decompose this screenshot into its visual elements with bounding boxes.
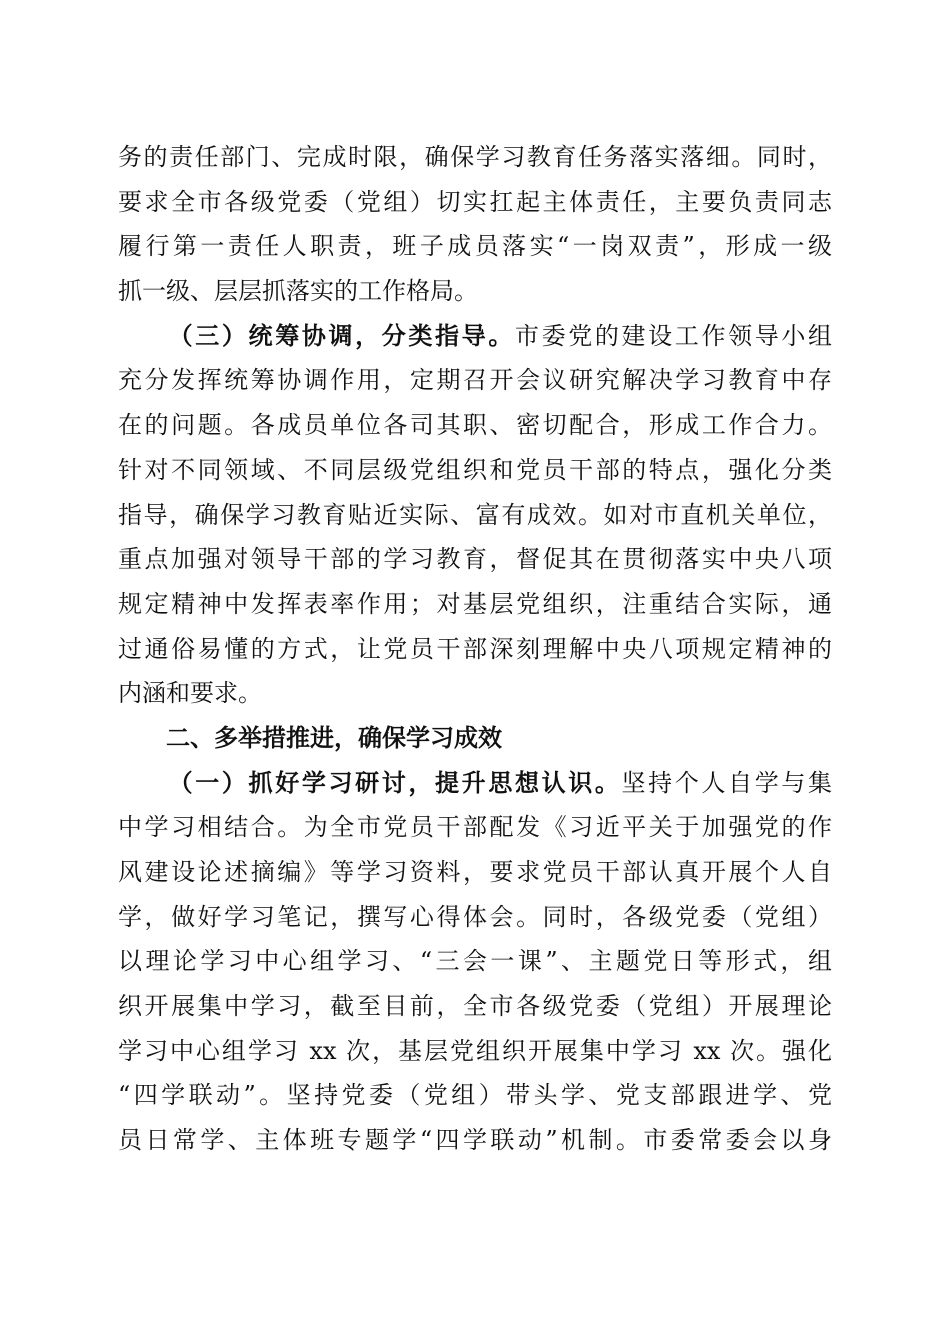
section-3-lead: 市委党的建设工作领导小组: [514, 321, 833, 350]
paragraph-line: 充分发挥统筹协调作用，定期召开会议研究解决学习教育中存: [118, 366, 832, 395]
paragraph-line: 要求全市各级党委（党组）切实扛起主体责任，主要负责同志: [118, 187, 832, 216]
paragraph-line: 风建设论述摘编》等学习资料，要求党员干部认真开展个人自: [118, 858, 832, 886]
section-3-heading: （三）统筹协调，分类指导。: [166, 320, 515, 350]
paragraph-line: 指导，确保学习教育贴近实际、富有成效。如对市直机关单位，: [118, 500, 832, 529]
part-2-heading: 二、多举措推进，确保学习成效: [166, 723, 502, 752]
paragraph-line: 员日常学、主体班专题学“四学联动”机制。市委常委会以身: [118, 1126, 832, 1155]
section-1-first-line: [118, 761, 832, 806]
paragraph-line: 务的责任部门、完成时限，确保学习教育任务落实落细。同时，: [118, 143, 832, 171]
section-3-first-line: [118, 314, 832, 359]
paragraph-line: 抓一级、层层抓落实的工作格局。: [118, 277, 478, 306]
paragraph-line: 学习中心组学习 xx 次，基层党组织开展集中学习 xx 次。强化: [118, 1036, 832, 1065]
paragraph-line: 履行第一责任人职责，班子成员落实“一岗双责”，形成一级: [118, 232, 832, 261]
paragraph-line: 学，做好学习笔记，撰写心得体会。同时，各级党委（党组）: [118, 902, 832, 931]
paragraph-line: 重点加强对领导干部的学习教育，督促其在贯彻落实中央八项: [118, 545, 832, 574]
paragraph-line: 内涵和要求。: [118, 679, 262, 708]
paragraph-line: “四学联动”。坚持党委（党组）带头学、党支部跟进学、党: [118, 1081, 832, 1110]
section-1-lead: 坚持个人自学与集: [621, 768, 833, 797]
section-1-heading: （一）抓好学习研讨，提升思想认识。: [166, 767, 622, 797]
paragraph-line: 织开展集中学习，截至目前，全市各级党委（党组）开展理论: [118, 992, 832, 1021]
paragraph-line: 中学习相结合。为全市党员干部配发《习近平关于加强党的作: [118, 813, 832, 842]
paragraph-line: 针对不同领域、不同层级党组织和党员干部的特点，强化分类: [118, 455, 832, 484]
paragraph-line: 过通俗易懂的方式，让党员干部深刻理解中央八项规定精神的: [118, 634, 832, 663]
paragraph-line: 规定精神中发挥表率作用；对基层党组织，注重结合实际，通: [118, 589, 832, 618]
paragraph-line: 在的问题。各成员单位各司其职、密切配合，形成工作合力。: [118, 411, 832, 440]
paragraph-line: 以理论学习中心组学习、“三会一课”、主题党日等形式，组: [118, 947, 832, 976]
document-body: [118, 135, 832, 1163]
